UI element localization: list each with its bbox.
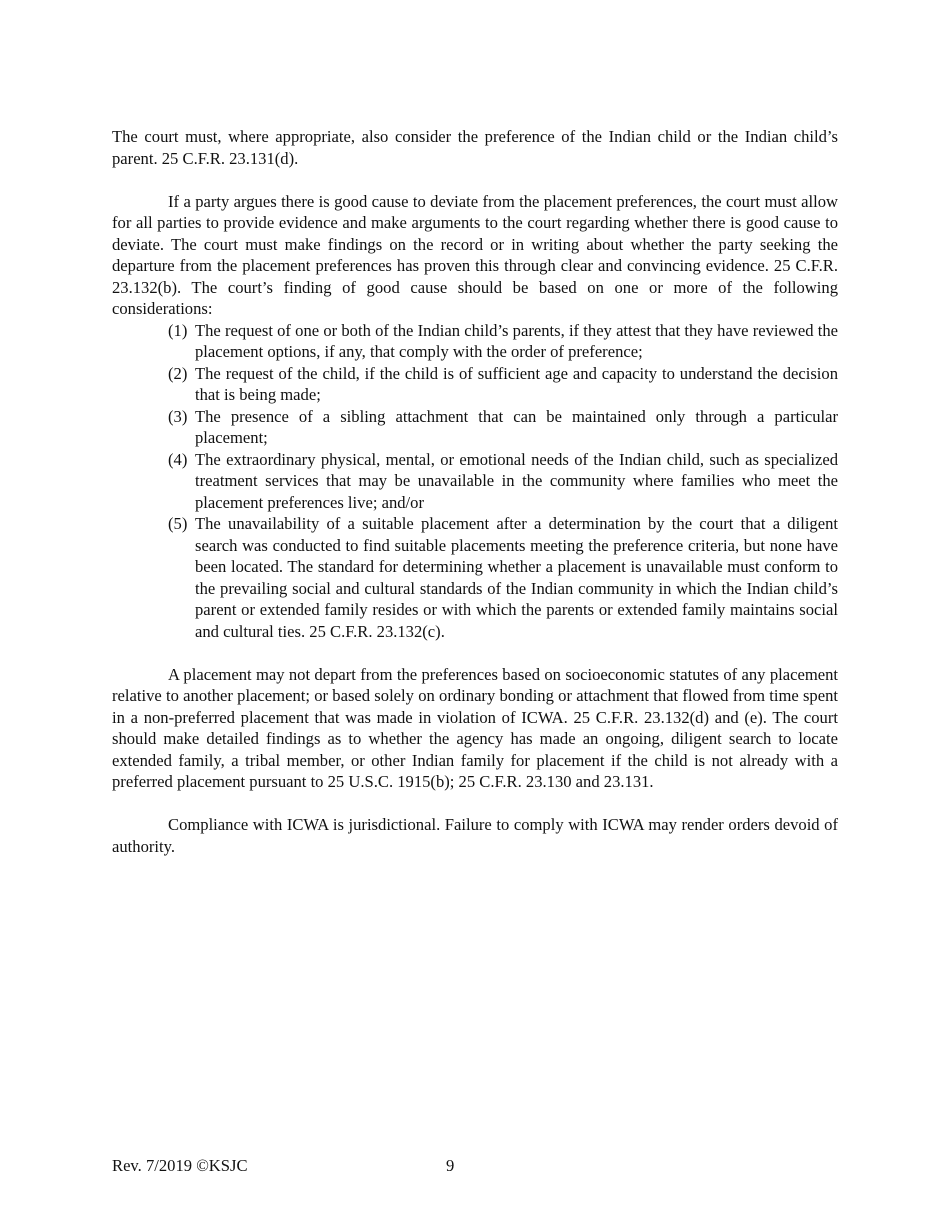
list-item-text: The request of the child, if the child is of sufficient age and capacity to understand the decision that is being made;: [195, 363, 838, 404]
list-item-number: (3): [168, 406, 188, 426]
list-item: [168, 406, 838, 449]
list-item: [168, 363, 838, 406]
list-item-text: The presence of a sibling attachment that can be maintained only through a particular placement;: [195, 406, 838, 447]
document-body: [112, 126, 838, 857]
list-item-number: (5): [168, 514, 188, 533]
list-item: [168, 449, 838, 514]
paragraph-preference: The court must, where appropriate, also consider the preference of the Indian child or the Indian child’s parent. 25 C.F.R. 23.131(d).: [112, 127, 838, 168]
paragraph-good-cause: If a party argues there is good cause to deviate from the placement preferences, the court must allow for all parties to provide evidence and make arguments to the court regarding whether there is good cause to deviate. The court must make findings on the record or in writing about whether the party seeking the departure from the placement preferences has proven this through clear and convincing evidence. 25 C.F.R. 23.132(b). The court’s finding of good cause should be based on one or more of the following considerations:: [112, 191, 838, 318]
list-item-number: (1): [168, 320, 188, 340]
paragraph-departure: A placement may not depart from the preferences based on socioeconomic statutes of any placement relative to another placement; or based solely on ordinary bonding or attachment that flowed from time spent in a non-preferred placement that was made in violation of ICWA. 25 C.F.R. 23.132(d) and (e). The court should make detailed findings as to whether the agency has made an ongoing, diligent search to locate extended family, a tribal member, or other Indian family for placement if the child is not already with a preferred placement pursuant to 25 U.S.C. 1915(b); 25 C.F.R. 23.130 and 23.131.: [112, 664, 838, 791]
list-item-text: The unavailability of a suitable placement after a determination by the court that a diligent search was conducted to find suitable placements meeting the preference criteria, but none have been located. The standard for determining whether a placement is unavailable must conform to the prevailing social and cultural standards of the Indian community in which the Indian child’s parent or extended family resides or with which the parents or extended family maintains social and cultural ties. 25 C.F.R. 23.132(c).: [195, 514, 838, 641]
paragraph-compliance: Compliance with ICWA is jurisdictional. Failure to comply with ICWA may render orders devoid of authority.: [112, 815, 838, 856]
list-item-number: (4): [168, 449, 188, 469]
considerations-list: [112, 320, 838, 643]
list-item-text: The request of one or both of the Indian child’s parents, if they attest that they have reviewed the placement options, if any, that comply with the order of preference;: [195, 320, 838, 361]
page-number: 9: [446, 1156, 455, 1175]
list-item-text: The extraordinary physical, mental, or emotional needs of the Indian child, such as specialized treatment services that may be unavailable in the community where families who meet the placement preferences live; and/or: [195, 449, 838, 512]
revision-notice: Rev. 7/2019 ©KSJC: [112, 1156, 248, 1175]
list-item-number: (2): [168, 363, 188, 383]
list-item: [168, 320, 838, 363]
list-item: [168, 513, 838, 642]
